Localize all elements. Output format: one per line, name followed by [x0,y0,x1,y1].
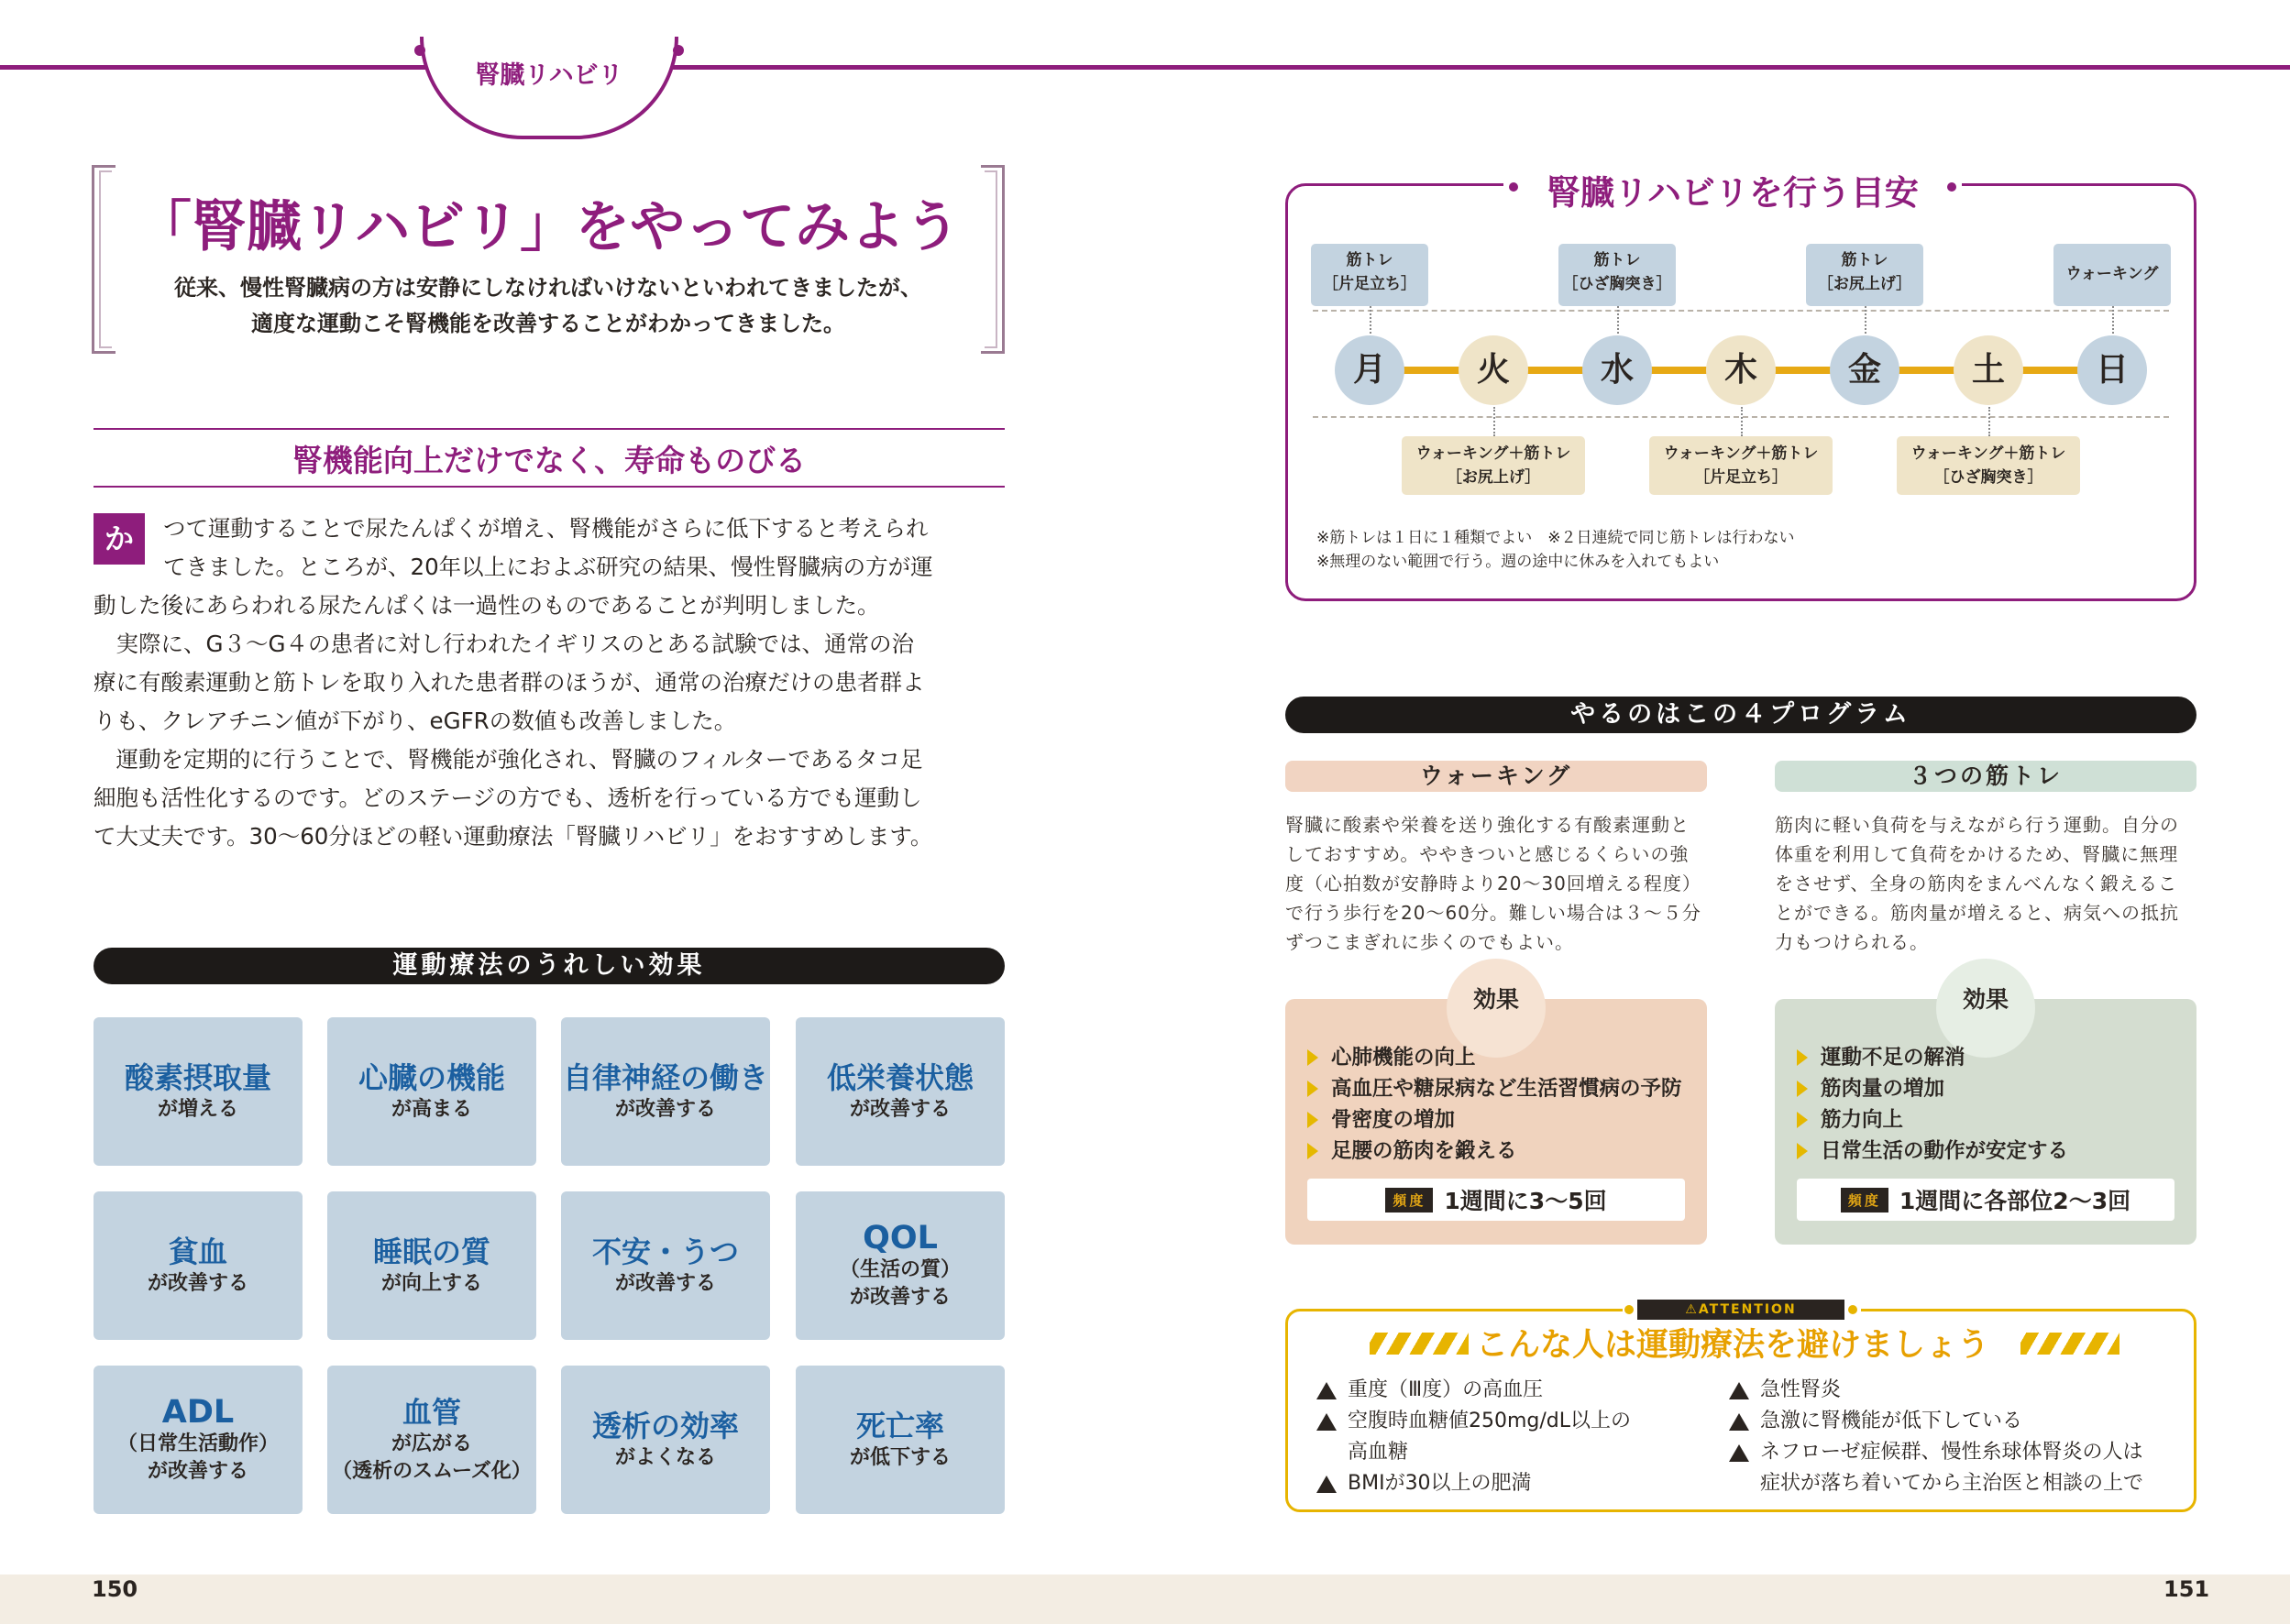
bullet-triangle-icon [1797,1049,1808,1066]
effect-card [94,1191,303,1340]
effect-card-subtitle: （日常生活動作） [116,1432,279,1455]
intro-text [110,270,986,342]
top-rule [0,65,2290,70]
effect-card [94,1017,303,1166]
tag-line: 筋トレ [1346,251,1393,269]
day-circle: 木 [1706,335,1776,405]
warning-icon [1729,1413,1749,1431]
day-circle: 日 [2077,335,2147,405]
effect-card-title: 血管 [402,1395,461,1430]
body-line: 運動を定期的に行うことで、腎機能が強化され、腎臓のフィルターであるタコ足 [94,746,923,773]
tag-connector [1493,407,1495,436]
schedule-notes [1316,526,2160,574]
effect-card-subtitle: が増える [157,1098,238,1121]
effect-list-walking [1307,1042,1701,1167]
effect-card [561,1366,770,1514]
effect-card-subtitle: が改善する [614,1272,716,1295]
section-tab-label: 腎臓リハビリ [475,61,623,90]
effect-item: 骨密度の増加 [1307,1104,1701,1136]
body-line: てきました。ところが、20年以上におよぶ研究の結果、慢性腎臓病の方が運 [163,554,933,580]
tag-connector [1988,407,1990,436]
desc-line: ずつこまぎれに歩くのでもよい。 [1285,931,1574,953]
frequency-tag: 頻度 [1841,1188,1888,1213]
effect-item: 運動不足の解消 [1797,1042,2191,1073]
effect-card [561,1017,770,1166]
day-circle: 土 [1954,335,2023,405]
effect-item: 日常生活の動作が安定する [1797,1136,2191,1167]
frequency-value: 1週間に各部位2～3回 [1899,1188,2131,1214]
frequency-box-strength [1797,1179,2174,1221]
bottom-band [0,1575,2290,1624]
effect-circle-walking: 効果 [1447,959,1546,1058]
effects-heading: 運動療法のうれしい効果 [94,948,1005,984]
effect-card-subtitle: が改善する [849,1286,951,1309]
effect-card-subtitle: が改善する [147,1460,248,1483]
attention-item: 急激に腎機能が低下している [1729,1406,2187,1437]
schedule-tag-bottom [1402,436,1585,495]
body-line: つて運動することで尿たんぱくが増え、腎機能がさらに低下すると考えられ [163,515,929,542]
schedule-tag-bottom [1649,436,1833,495]
attention-item: 空腹時血糖値250mg/dL以上の 高血糖 [1316,1406,1738,1468]
effect-circle-strength: 効果 [1936,959,2035,1058]
tag-connector [2112,306,2114,334]
attention-title: こんな人は運動療法を避けましょう [1475,1327,1989,1364]
attention-label: ⚠ATTENTION [1637,1300,1844,1320]
desc-line: 力もつけられる。 [1775,931,1929,953]
bullet-triangle-icon [1307,1081,1318,1097]
effect-card [561,1191,770,1340]
effect-card-title: 心臓の機能 [358,1060,505,1095]
tag-connector [1865,306,1866,334]
effect-card-subtitle: が低下する [849,1446,951,1469]
effect-card [327,1017,536,1166]
tag-line: ［お尻上げ］ [1817,275,1912,293]
program-head-strength: ３つの筋トレ [1775,761,2196,792]
desc-line: 体重を利用して負荷をかけるため、腎臓に無理 [1775,843,2179,865]
frequency-box-walking [1307,1179,1685,1221]
bullet-triangle-icon [1307,1143,1318,1159]
bullet-triangle-icon [1797,1112,1808,1128]
effect-card-subtitle: がよくなる [614,1446,716,1469]
attention-item: 重度（Ⅲ度）の高血圧 [1316,1375,1738,1406]
schedule-dashed-top [1313,310,2169,312]
desc-line: 筋肉に軽い負荷を与えながら行う運動。自分の [1775,814,2179,836]
schedule-note: ※無理のない範囲で行う。週の途中に休みを入れてもよい [1316,553,1720,571]
effect-card [796,1017,1005,1166]
desc-line: で行う歩行を20～60分。難しい場合は３～５分 [1285,902,1701,924]
effect-card-subtitle: が広がる [391,1432,472,1455]
program-desc-strength [1775,810,2206,957]
warning-icon [1729,1382,1749,1399]
tag-line: ［片足立ち］ [1694,468,1788,487]
attention-dot-right [1848,1305,1857,1314]
effect-card-title: 透析の効率 [591,1409,739,1443]
effect-card-title: 貧血 [168,1234,227,1269]
schedule-note: ※筋トレは１日に１種類でよい ※２日連続で同じ筋トレは行わない [1316,529,1795,547]
effect-card-subtitle: が改善する [849,1098,951,1121]
program-head-walking: ウォーキング [1285,761,1707,792]
day-circle: 火 [1459,335,1528,405]
desc-line: をさせず、全身の筋肉をまんべんなく鍛えるこ [1775,872,2177,894]
schedule-title: 腎臓リハビリを行う目安 [1547,173,1919,213]
subtitle-rule-bottom [94,486,1005,488]
body-line: りも、クレアチニン値が下がり、eGFRの数値も改善しました。 [94,708,737,734]
effect-card-subtitle: が改善する [147,1272,248,1295]
effect-card-subtitle: が高まる [391,1098,472,1121]
tag-line: ウォーキング＋筋トレ [1663,444,1819,463]
warning-icon [1316,1476,1337,1493]
effect-card [327,1366,536,1514]
effect-card-title: 死亡率 [855,1409,944,1443]
effect-card-title: 低栄養状態 [826,1060,974,1095]
subtitle-rule-top [94,428,1005,430]
warning-icon [1729,1444,1749,1462]
drop-cap: か [94,513,145,565]
effect-card [94,1366,303,1514]
effect-card-subtitle: が改善する [614,1098,716,1121]
attention-dot-left [1624,1305,1634,1314]
schedule-tag-top [1806,244,1923,306]
effect-card-title: 酸素摂取量 [124,1060,271,1095]
effect-list-strength [1797,1042,2191,1167]
tag-line: ［お尻上げ］ [1446,468,1541,487]
tab-dot-left [414,45,425,56]
effect-card-title: 不安・うつ [591,1234,739,1269]
bullet-triangle-icon [1307,1049,1318,1066]
effect-card-subtitle: （生活の質） [839,1258,961,1281]
desc-line: 腎臓に酸素や栄養を送り強化する有酸素運動と [1285,814,1690,836]
tag-line: 筋トレ [1593,251,1641,269]
schedule-tag-top [1311,244,1428,306]
attention-list-left [1316,1375,1738,1499]
effect-item: 高血圧や糖尿病など生活習慣病の予防 [1307,1073,1701,1104]
day-circle: 金 [1830,335,1899,405]
page-number-left: 150 [92,1576,138,1602]
attention-list-right [1729,1375,2187,1499]
desc-line: しておすすめ。ややきついと感じるくらいの強 [1285,843,1690,865]
day-circle: 月 [1335,335,1404,405]
desc-line: 度（心拍数が安静時より20～30回増える程度） [1285,872,1701,894]
attention-item: 急性腎炎 [1729,1375,2187,1406]
bullet-triangle-icon [1307,1112,1318,1128]
effect-item: 筋力向上 [1797,1104,2191,1136]
tag-connector [1741,407,1743,436]
effect-item: 足腰の筋肉を鍛える [1307,1136,1701,1167]
effect-card [327,1191,536,1340]
program-desc-walking [1285,810,1716,957]
schedule-tag-top [2053,244,2171,306]
effect-card [796,1366,1005,1514]
body-paragraph-cont [94,587,1010,856]
tag-connector [1370,306,1371,334]
intro-line: 適度な運動こそ腎機能を改善することがわかってきました。 [251,311,845,336]
attention-item: ネフローゼ症候群、慢性糸球体腎炎の人は 症状が落ち着いてから主治医と相談の上で [1729,1437,2187,1499]
page-number-right: 151 [2163,1576,2210,1602]
page-title: 「腎臓リハビリ」をやってみよう [136,195,961,259]
desc-line: とができる。筋肉量が増えると、病気への抵抗 [1775,902,2179,924]
warning-icon [1316,1382,1337,1399]
body-line: 細胞も活性化するのです。どのステージの方でも、透析を行っている方でも運動し [94,785,922,811]
tag-line: ［ひざ胸突き］ [1562,275,1672,293]
programs-heading: やるのはこの４プログラム [1285,697,2196,733]
body-line: 療に有酸素運動と筋トレを取り入れた患者群のほうが、通常の治療だけの患者群よ [94,669,925,696]
bullet-triangle-icon [1797,1143,1808,1159]
body-paragraph [163,510,1007,587]
frequency-value: 1週間に3～5回 [1444,1188,1607,1214]
frequency-tag: 頻度 [1385,1188,1433,1213]
tag-line: ウォーキング＋筋トレ [1910,444,2066,463]
day-circle: 水 [1582,335,1652,405]
tag-connector [1617,306,1619,334]
effect-card [796,1191,1005,1340]
effect-card-title: QOL [863,1220,938,1256]
effect-item: 筋肉量の増加 [1797,1073,2191,1104]
tag-line: ［ひざ胸突き］ [1933,468,2043,487]
warning-icon [1316,1413,1337,1431]
body-line: 実際に、G３～G４の患者に対し行われたイギリスのとある試験では、通常の治 [94,631,914,657]
effect-card-title: 自律神経の働き [562,1060,768,1095]
body-line: 動した後にあらわれる尿たんぱくは一過性のものであることが判明しました。 [94,592,880,619]
intro-line: 従来、慢性腎臓病の方は安静にしなければいけないといわれてきましたが、 [174,275,922,301]
schedule-tag-top [1558,244,1676,306]
attention-item: BMIが30以上の肥満 [1316,1468,1738,1499]
tag-line: 筋トレ [1841,251,1888,269]
section-subtitle: 腎機能向上だけでなく、寿命ものびる [292,443,807,478]
tab-dot-right [673,45,684,56]
bullet-triangle-icon [1797,1081,1808,1097]
effect-card-title: 睡眠の質 [372,1234,490,1269]
effect-card-subtitle: が向上する [380,1272,482,1295]
tag-line: ウォーキング＋筋トレ [1415,444,1571,463]
effect-item: 心肺機能の向上 [1307,1042,1701,1073]
body-line: て大丈夫です。30～60分ほどの軽い運動療法「腎臓リハビリ」をおすすめします。 [94,823,933,850]
schedule-tag-bottom [1897,436,2080,495]
tag-line: ウォーキング [2065,265,2159,283]
tag-line: ［片足立ち］ [1323,275,1416,293]
effect-card-subtitle: （透析のスムーズ化） [332,1460,532,1483]
effect-card-title: ADL [161,1394,235,1431]
